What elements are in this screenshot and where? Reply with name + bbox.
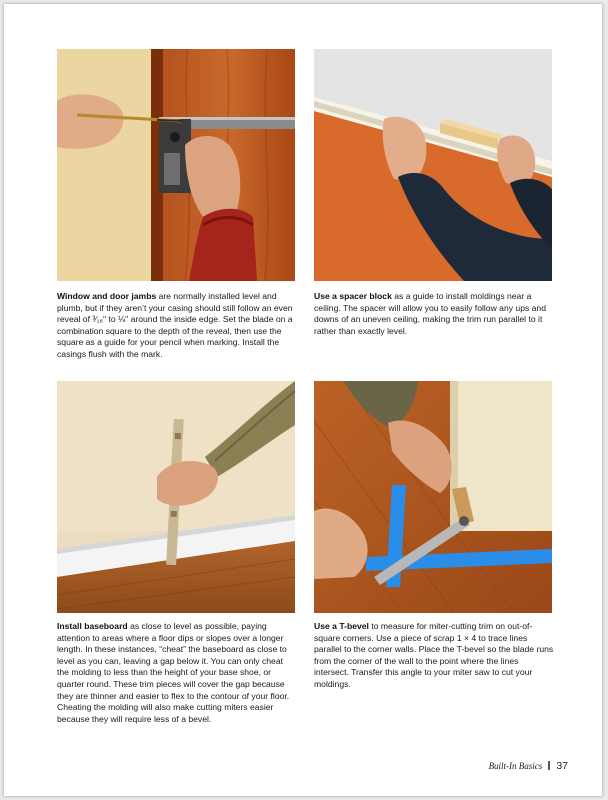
photo-door-jamb-combination-square <box>57 49 295 281</box>
caption-body: are normally installed level and plumb, but if they aren’t your casing should still follow an even reveal of ³⁄₁₆" to ⅛" around the inside edge. Set the blade on a combination square to the depth of the reveal, then use the square as a guide for your pencil when marking. Install the casings flush with the mark. <box>57 291 293 359</box>
footer-divider <box>548 761 550 770</box>
caption-lead: Use a T-bevel <box>314 621 369 631</box>
caption-install-baseboard <box>57 621 297 725</box>
footer-section-title: Built-In Basics <box>488 761 543 771</box>
photo-t-bevel-corner <box>314 381 552 613</box>
book-page <box>4 4 602 796</box>
caption-body: as a guide to install moldings near a ceiling. The spacer will allow you to easily follow any ups and downs of an uneven ceiling, making the trim run parallel to it rather than exactly level. <box>314 291 546 336</box>
caption-body: to measure for miter-cutting trim on out-of-square corners. Use a piece of scrap 1 × 4 to trace lines parallel to the corner walls. Place the T-bevel so the blade runs from the corner of the wall to the point where the lines intersect. Transfer this angle to your miter saw to cut your moldings. <box>314 621 554 689</box>
caption-body: as close to level as possible, paying attention to areas where a floor dips or slopes over a longer length. In these instances, “cheat” the baseboard as close to level as you can, leaving a gap below it. You can only cheat the molding to less than the height of your base shoe, or quarter round. These trim pieces will cover the gap because they are thinner and easier to flex to the contour of your floor. Cheating the molding will also make cutting miters easier because they will require less of a bevel. <box>57 621 290 724</box>
caption-door-jambs <box>57 291 297 361</box>
photo-spacer-block-ceiling <box>314 49 552 281</box>
caption-spacer-block <box>314 291 554 337</box>
photo-install-baseboard-level <box>57 381 295 613</box>
page-footer <box>489 760 568 772</box>
caption-lead: Install baseboard <box>57 621 128 631</box>
page-number: 37 <box>556 760 568 772</box>
caption-lead: Window and door jambs <box>57 291 157 301</box>
caption-lead: Use a spacer block <box>314 291 392 301</box>
caption-t-bevel <box>314 621 554 691</box>
